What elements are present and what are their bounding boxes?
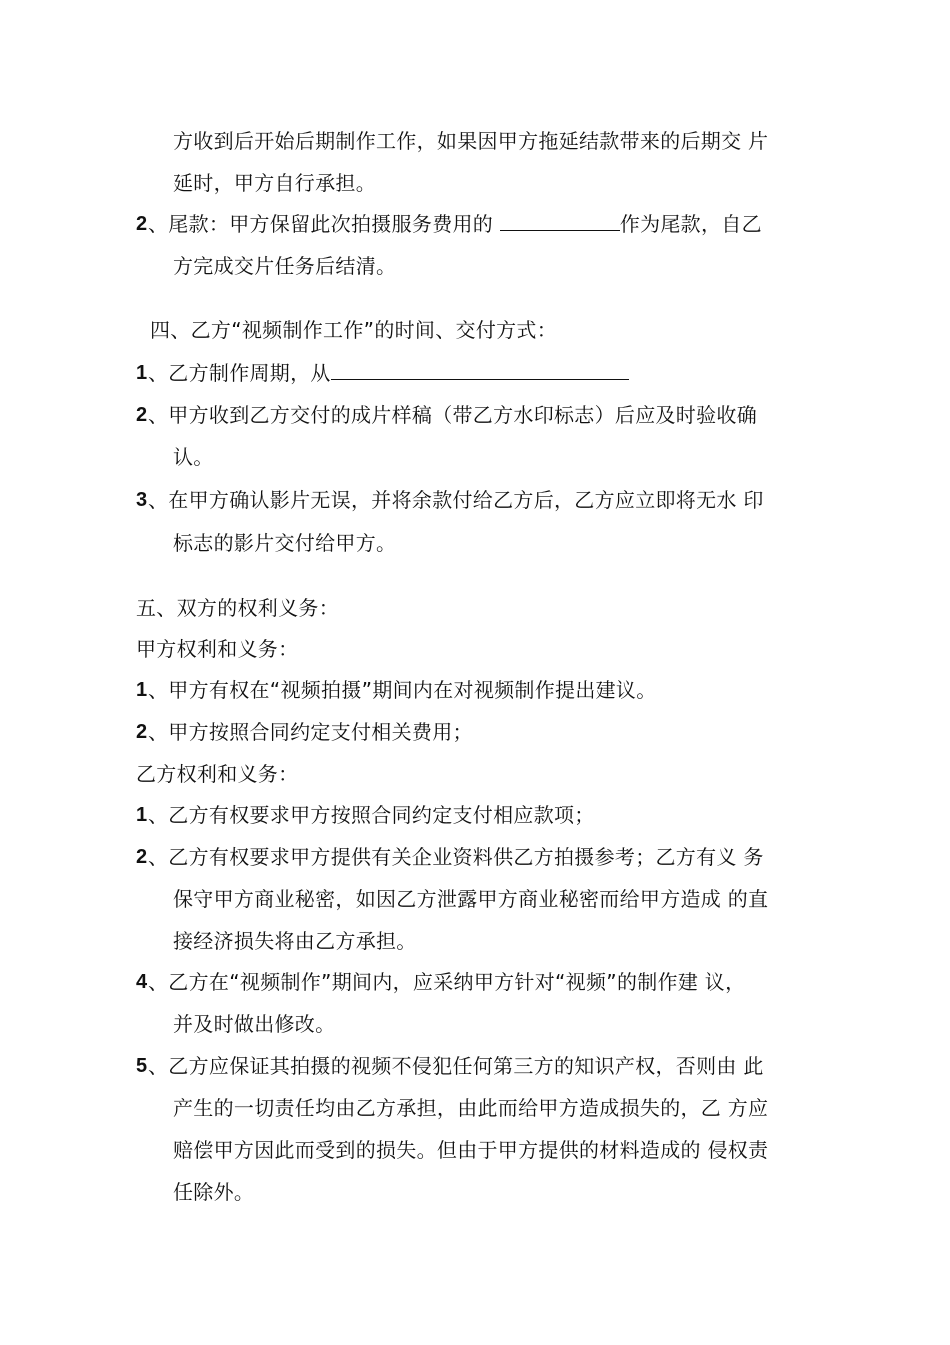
section-heading-4: 四、乙方“视频制作工作”的时间、交付方式： <box>150 318 558 342</box>
clause-number: 2 <box>136 846 148 868</box>
clause-text: 、尾款：甲方保留此次拍摄服务费用的 <box>148 212 500 236</box>
clause-text: 、乙方制作周期，从 <box>148 361 331 385</box>
clause-number: 5 <box>136 1055 148 1077</box>
clause-text: 、乙方有权要求甲方提供有关企业资料供乙方拍摄参考；乙方有义 务 <box>148 845 764 869</box>
text-line: 方完成交片任务后结清。 <box>173 254 397 278</box>
clause-number: 3 <box>136 489 148 511</box>
clause-text: 、乙方有权要求甲方按照合同约定支付相应款项； <box>148 803 595 827</box>
clause-text: 、在甲方确认影片无误，并将余款付给乙方后，乙方应立即将无水 印 <box>148 488 764 512</box>
text-line: 方收到后开始后期制作工作，如果因甲方拖延结款带来的后期交 片 <box>173 129 769 153</box>
clause-text: 、甲方收到乙方交付的成片样稿（带乙方水印标志）后应及时验收确 <box>148 403 757 427</box>
text-line: 赔偿甲方因此而受到的损失。但由于甲方提供的材料造成的 侵权责 <box>173 1138 769 1162</box>
text-line: 延时，甲方自行承担。 <box>173 171 376 195</box>
text-line: 产生的一切责任均由乙方承担，由此而给甲方造成损失的，乙 方应 <box>173 1096 769 1120</box>
text-line: 并及时做出修改。 <box>173 1012 336 1036</box>
text-line: 保守甲方商业秘密，如因乙方泄露甲方商业秘密而给甲方造成 的直 <box>173 887 769 911</box>
subheading-party-b: 乙方权利和义务： <box>136 762 299 786</box>
text-line: 接经济损失将由乙方承担。 <box>173 929 417 953</box>
section-heading-5: 五、双方的权利义务： <box>136 596 339 620</box>
clause-text: 、甲方有权在“视频拍摄”期间内在对视频制作提出建议。 <box>148 678 657 702</box>
text-line: 标志的影片交付给甲方。 <box>173 531 397 555</box>
clause-number: 2 <box>136 213 148 235</box>
clause-number: 2 <box>136 721 148 743</box>
text-line: 认。 <box>173 445 214 469</box>
clause-text: 、甲方按照合同约定支付相关费用； <box>148 720 473 744</box>
subheading-party-a: 甲方权利和义务： <box>136 637 299 661</box>
fill-in-blank <box>331 361 629 380</box>
clause-number: 1 <box>136 804 148 826</box>
text-line: 任除外。 <box>173 1180 255 1204</box>
clause-text: 、乙方应保证其拍摄的视频不侵犯任何第三方的知识产权，否则由 此 <box>148 1054 764 1078</box>
clause-number: 1 <box>136 362 148 384</box>
clause-text: 、乙方在“视频制作”期间内，应采纳甲方针对“视频”的制作建 议， <box>148 970 746 994</box>
clause-number: 4 <box>136 971 148 993</box>
clause-number: 2 <box>136 404 148 426</box>
fill-in-blank <box>500 212 620 231</box>
clause-number: 1 <box>136 679 148 701</box>
clause-text: 作为尾款，自乙 <box>619 212 762 236</box>
